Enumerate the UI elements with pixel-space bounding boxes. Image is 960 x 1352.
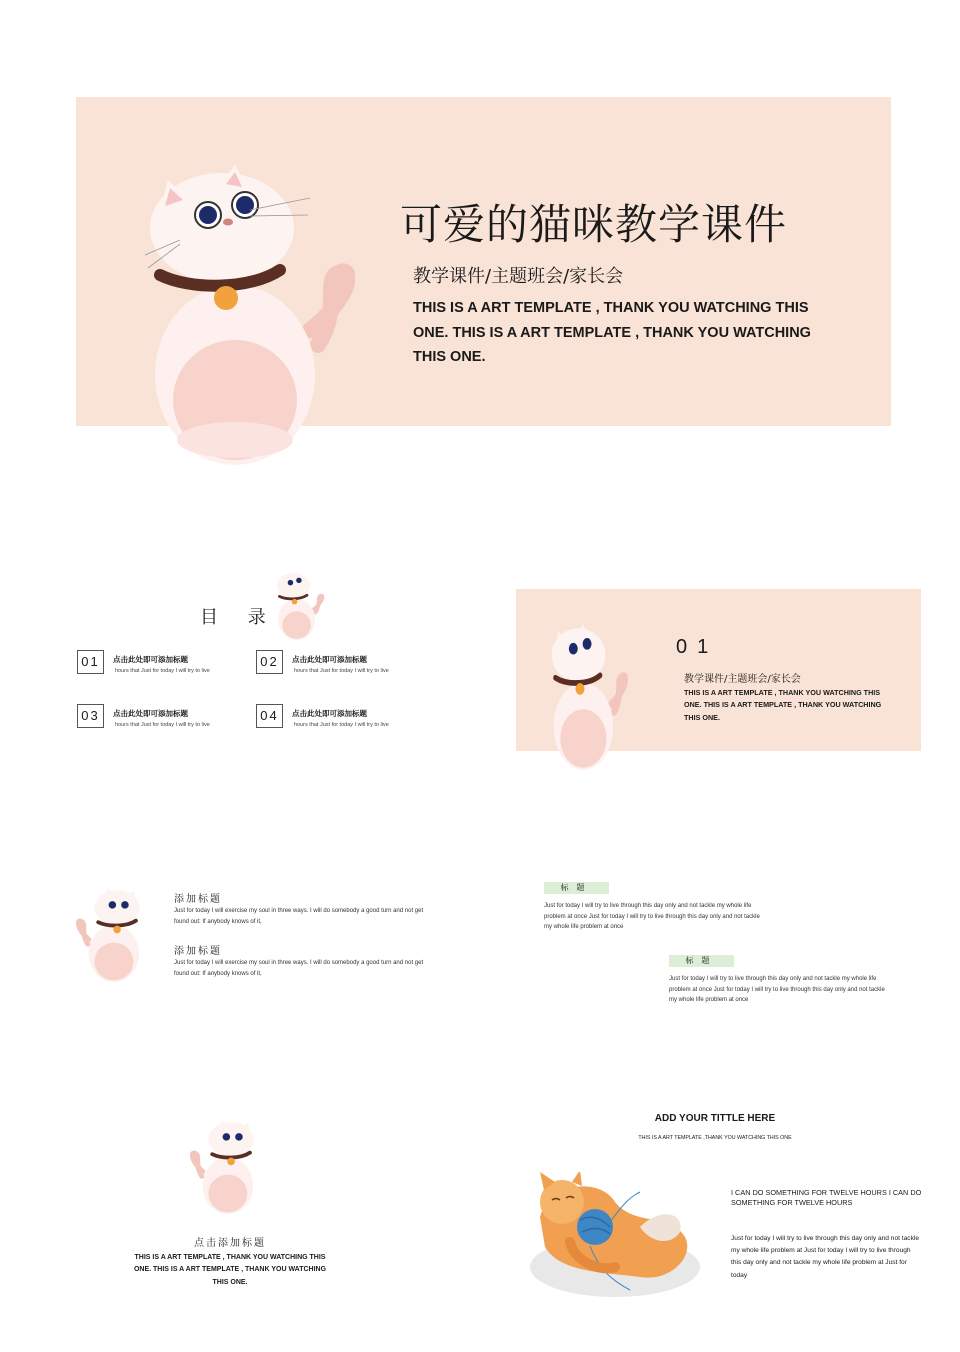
hero-subtitle: 教学课件/主题班会/家长会 [413, 266, 624, 287]
feature-body: Just for today I will try to live through this day only and not tackle my whole life problem at Just for today I will try to live through this day only and not tackle my whole life problem at Just for today [731, 1235, 920, 1279]
white-cat-illustration [76, 886, 144, 982]
toc-item-subtitle: hours that Just for today I will try to live [115, 722, 210, 728]
white-cat-illustration [548, 622, 628, 770]
toc-item-subtitle: hours that Just for today I will try to live [115, 668, 210, 674]
toc-item-title[interactable]: 点击此处即可添加标题 [292, 655, 367, 664]
toc-item-subtitle: hours that Just for today I will try to live [294, 722, 389, 728]
label-body: Just for today I will try to live through this day only and not tackle my whole life problem at once Just for today I will try to live through this day only and not tackle my whole life problem at once [544, 903, 760, 930]
content-block-body: Just for today I will exercise my soul in three ways. I will do somebody a good turn and not get found out: If anybody knows of it, [174, 908, 424, 925]
hero-title: 可爱的猫咪教学课件 [400, 200, 788, 249]
hero-description: THIS IS A ART TEMPLATE , THANK YOU WATCHING THIS ONE. THIS IS A ART TEMPLATE , THANK YOU WATCHING THIS ONE. [413, 300, 811, 365]
toc-item-subtitle: hours that Just for today I will try to live [294, 668, 389, 674]
label-body: Just for today I will try to live through this day only and not tackle my whole life problem at once Just for today I will try to live through this day only and not tackle my whole life problem at once [669, 976, 885, 1003]
toc-number-box: 04 [256, 704, 283, 728]
white-cat-illustration [140, 160, 355, 465]
toc-number-box: 03 [77, 704, 104, 728]
content-block-title: 添加标题 [174, 946, 222, 957]
section-number: 01 [676, 636, 719, 658]
feature-heading: I CAN DO SOMETHING FOR TWELVE HOURS I CAN DO SOMETHING FOR TWELVE HOURS [731, 1188, 922, 1207]
feature-title: ADD YOUR TITTLE HERE [654, 1113, 776, 1124]
label-tag: 标题 [669, 955, 734, 967]
toc-item-title[interactable]: 点击此处即可添加标题 [292, 709, 367, 718]
label-tag: 标题 [544, 882, 609, 894]
section-description: THIS IS A ART TEMPLATE , THANK YOU WATCHING THIS ONE. THIS IS A ART TEMPLATE , THANK YOU WATCHING THIS ONE. [684, 688, 882, 722]
toc-item-title[interactable]: 点击此处即可添加标题 [113, 709, 188, 718]
content-block-body: Just for today I will exercise my soul in three ways. I will do somebody a good turn and not get found out: If anybody knows of it, [174, 960, 424, 977]
white-cat-illustration [190, 1118, 258, 1214]
toc-item-title[interactable]: 点击此处即可添加标题 [113, 655, 188, 664]
feature-subtitle: THIS IS A ART TEMPLATE ,THANK YOU WATCHING THIS ONE [638, 1135, 792, 1141]
closing-title: 点击添加标题 [194, 1238, 266, 1249]
section-subtitle: 教学课件/主题班会/家长会 [684, 674, 801, 685]
content-block-title: 添加标题 [174, 894, 222, 905]
small-cat-icon [272, 570, 327, 640]
closing-description: THIS IS A ART TEMPLATE , THANK YOU WATCHING THIS ONE. THIS IS A ART TEMPLATE , THANK YOU WATCHING THIS ONE. [133, 1254, 327, 1286]
toc-number-box: 02 [256, 650, 283, 674]
toc-number-box: 01 [77, 650, 104, 674]
toc-title: 目 录 [200, 607, 278, 628]
orange-cat-with-yarn-illustration [520, 1172, 700, 1307]
